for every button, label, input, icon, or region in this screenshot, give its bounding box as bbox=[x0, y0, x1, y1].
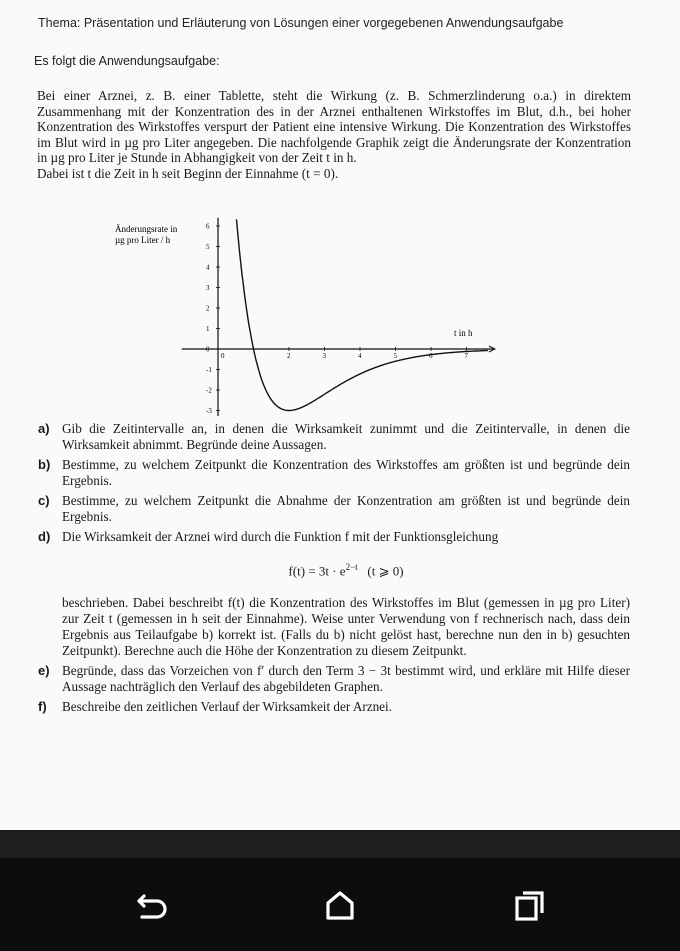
y-tick-label: 1 bbox=[206, 325, 210, 333]
x-tick-label: 5 bbox=[393, 352, 397, 360]
task-text-time: Dabei ist t die Zeit in h seit Beginn der Einnahme (t = 0). bbox=[37, 165, 339, 181]
y-tick-label: 5 bbox=[206, 243, 210, 251]
android-navigation-bar bbox=[0, 830, 680, 951]
subtask-letter: d) bbox=[38, 529, 51, 544]
subtask-letter: a) bbox=[38, 421, 50, 436]
y-axis-label-line2: µg pro Liter / h bbox=[115, 235, 171, 245]
x-tick-label: 0 bbox=[221, 352, 225, 360]
function-equation bbox=[62, 559, 630, 579]
subtask-e bbox=[36, 663, 630, 695]
task-text: Bei einer Arznei, z. B. einer Tablette, steht die Wirkung (z. B. Schmerzlinderung o.a.) in direktem Zusammenhang mit der Konzentration des in der Arznei enthaltenen Wirkstoffes im Blut, d.h., bei hoher Konzentration des Wirkstoffes verspurt der Patient eine intensive Wirkung. Die Konzentration des Wirkstoffes im Blut wird in µg pro Liter angegeben. Die nachfolgende Graphik zeigt die Änderungsrate der Konzentration in µg pro Liter je Stunde in Abhangigkeit von der Zeit t in h. bbox=[37, 88, 631, 166]
y-tick-label: 6 bbox=[206, 222, 210, 231]
y-tick-label: 3 bbox=[206, 284, 210, 292]
subtask-text: Begründe, dass das Vorzeichen von f′ durch den Term 3 − 3t bestimmt wird, und erkläre mit Hilfe dieser Aussage nachträglich den Verlauf des abgebildeten Graphen. bbox=[62, 663, 630, 695]
home-icon[interactable] bbox=[320, 886, 360, 926]
y-tick-label: 0 bbox=[206, 345, 210, 354]
y-axis-label-line1: Änderungsrate in bbox=[115, 224, 178, 234]
subtask-d bbox=[36, 529, 630, 659]
subtask-c bbox=[36, 493, 630, 525]
y-tick-label: 2 bbox=[206, 304, 210, 313]
y-tick-label: -2 bbox=[206, 386, 212, 395]
subtask-letter: f) bbox=[38, 699, 47, 715]
subtask-list bbox=[36, 421, 630, 719]
subtask-text: Beschreibe den zeitlichen Verlauf der Wirksamkeit der Arznei. bbox=[62, 699, 392, 715]
recents-icon[interactable] bbox=[510, 886, 550, 926]
x-tick-label: 2 bbox=[287, 352, 291, 360]
y-tick-label: 4 bbox=[206, 263, 210, 272]
subtask-text: Bestimme, zu welchem Zeitpunkt die Konzentration des Wirkstoffes am größten ist und begründe dein Ergebnis. bbox=[62, 457, 630, 488]
y-tick-label: -1 bbox=[206, 366, 212, 374]
formula-lhs: f(t) = 3t · e bbox=[288, 563, 346, 579]
x-axis-label: t in h bbox=[454, 328, 473, 338]
subtask-d-continuation: beschrieben. Dabei beschreibt f(t) die Konzentration des Wirkstoffes im Blut (gemessen in µg pro Liter) zur Zeit t (gemessen in h seit der Einnahme). Weise unter Verwendung von f rechnerisch nach, dass dein Ergebnis aus Teilaufgabe b) korrekt ist. (Falls du b) nicht gelöst hast, berechne nun den in b) gesuchten Zeitpunkt). Berechne auch die Höhe der Konzentration zu diesem Zeitpunkt. bbox=[62, 595, 630, 659]
back-icon[interactable] bbox=[132, 886, 172, 926]
rate-curve bbox=[237, 219, 488, 410]
subtask-a bbox=[36, 421, 630, 453]
formula-condition: (t ⩾ 0) bbox=[367, 563, 404, 579]
subtask-letter: c) bbox=[38, 493, 50, 508]
subtask-letter: e) bbox=[38, 663, 50, 679]
rate-of-change-chart bbox=[100, 216, 500, 416]
intro-label: Es folgt die Anwendungsaufgabe: bbox=[34, 54, 220, 68]
x-tick-label: 3 bbox=[322, 352, 326, 360]
task-description bbox=[37, 88, 631, 182]
y-tick-label: -3 bbox=[206, 407, 212, 415]
x-tick-label: 7 bbox=[464, 352, 468, 360]
x-tick-label: 4 bbox=[358, 352, 362, 360]
topic-heading: Thema: Präsentation und Erläuterung von Lösungen einer vorgegebenen Anwendungsaufgabe bbox=[38, 16, 564, 30]
subtask-b bbox=[36, 457, 630, 489]
subtask-text: Gib die Zeitintervalle an, in denen die Wirksamkeit zunimmt und die Zeitintervalle, in denen die Wirksamkeit abnimmt. Begründe deine Aussagen. bbox=[62, 421, 630, 452]
subtask-f bbox=[36, 699, 630, 715]
formula-exponent: 2−t bbox=[345, 562, 358, 572]
subtask-letter: b) bbox=[38, 457, 51, 472]
x-tick-label: 6 bbox=[429, 352, 433, 360]
subtask-text: Bestimme, zu welchem Zeitpunkt die Abnahme der Konzentration am größten ist und begründe dein Ergebnis. bbox=[62, 493, 630, 524]
subtask-text: Die Wirksamkeit der Arznei wird durch die Funktion f mit der Funktionsgleichung bbox=[62, 529, 499, 544]
navbar-shade bbox=[0, 830, 680, 858]
